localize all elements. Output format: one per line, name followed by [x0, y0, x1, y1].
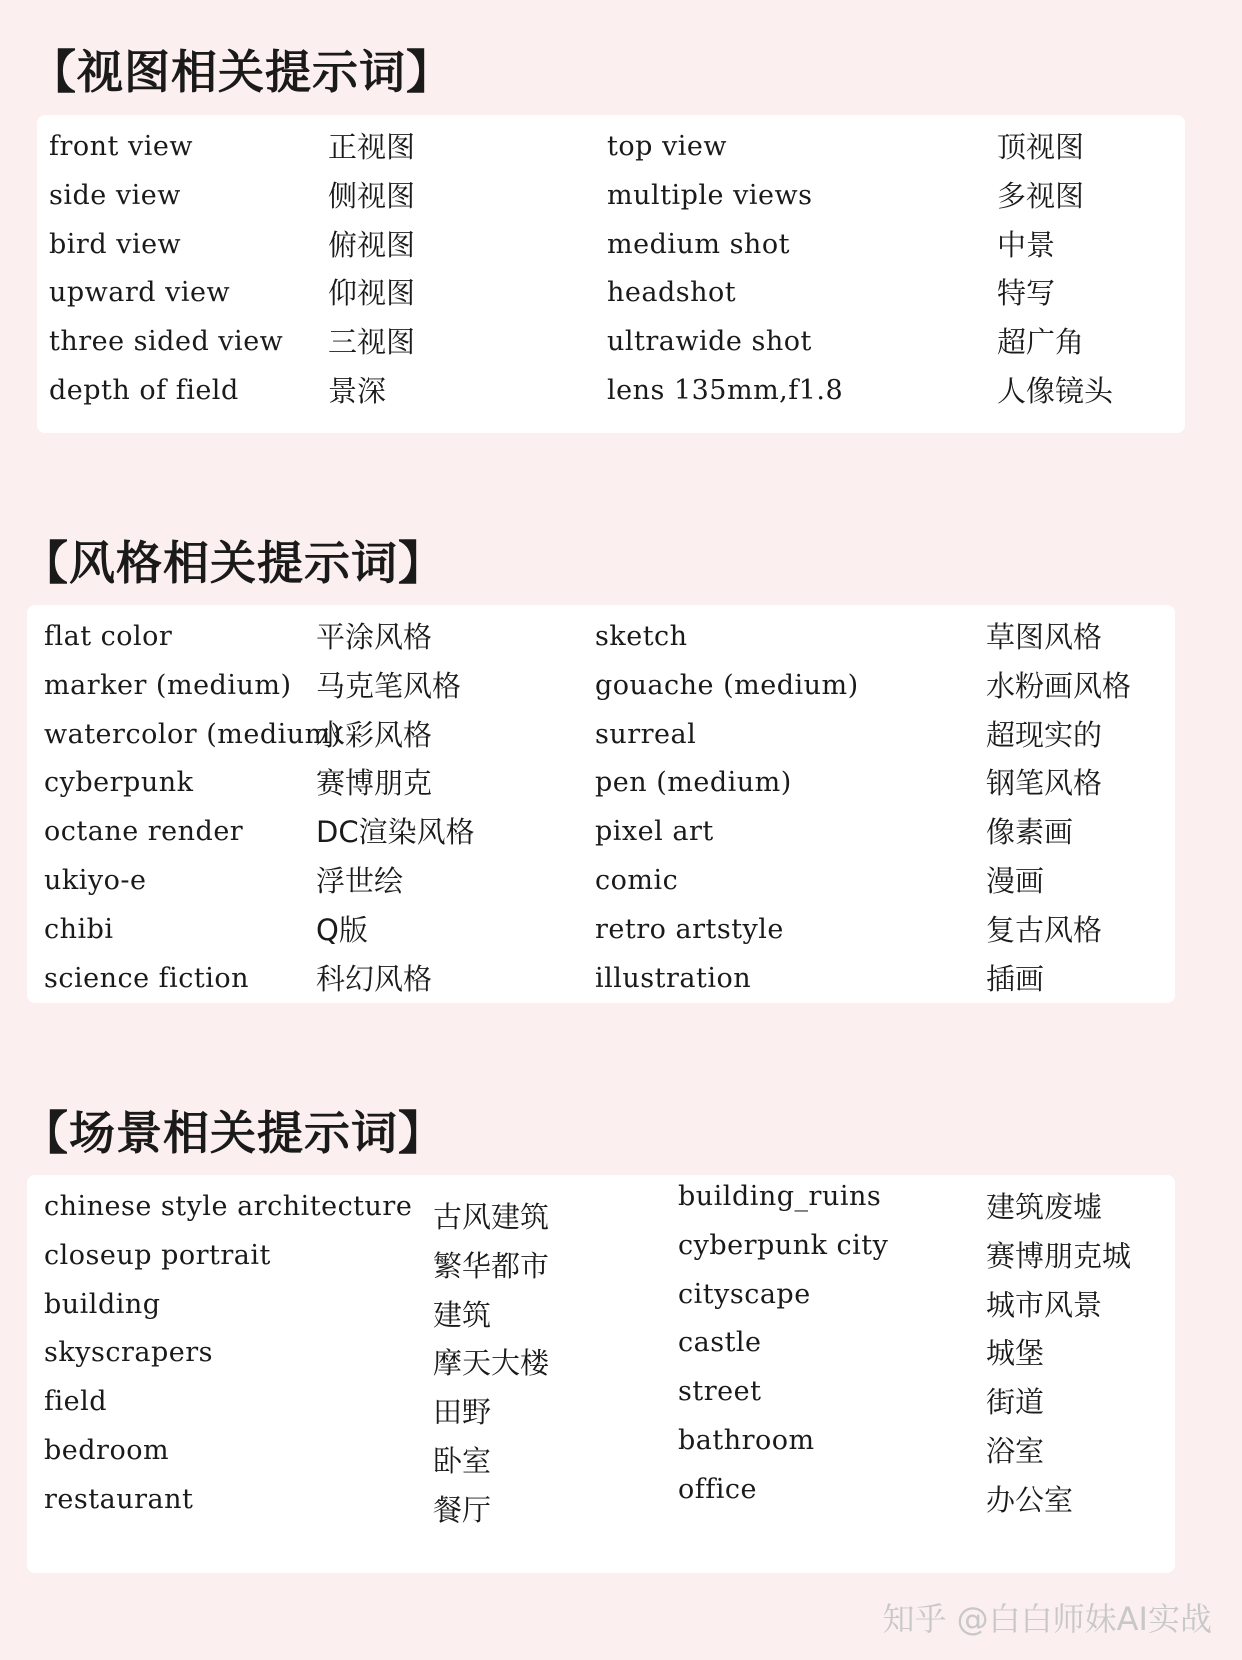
chinese-term-s3-r2-c2: 繁华都市	[433, 1248, 550, 1283]
english-term-s3-r4-c3: castle	[678, 1327, 762, 1359]
english-term-s2-r4-c3: pen (medium)	[595, 767, 792, 799]
chinese-term-s1-r4-c2: 仰视图	[328, 276, 416, 311]
chinese-term-s3-r7-c4: 办公室	[986, 1482, 1074, 1517]
section-title-style: 【风格相关提示词】	[22, 536, 445, 590]
chinese-term-s2-r1-c4: 草图风格	[986, 620, 1103, 654]
chinese-term-s3-r3-c4: 城市风景	[986, 1287, 1103, 1322]
english-term-s2-r5-c1: octane render	[44, 816, 244, 848]
section-title-view: 【视图相关提示词】	[30, 45, 453, 99]
english-term-s3-r3-c1: building	[44, 1288, 161, 1320]
english-term-s1-r6-c1: depth of field	[49, 375, 239, 406]
chinese-term-s2-r7-c2: Q版	[316, 912, 368, 947]
english-term-s3-r6-c1: bedroom	[44, 1435, 170, 1466]
chinese-term-s3-r6-c4: 浴室	[986, 1434, 1045, 1468]
english-term-s1-r1-c1: front view	[49, 131, 193, 162]
chinese-term-s1-r1-c2: 正视图	[328, 130, 416, 164]
english-term-s1-r3-c1: bird view	[49, 228, 182, 260]
chinese-term-s1-r5-c2: 三视图	[328, 325, 416, 360]
chinese-term-s2-r2-c2: 马克笔风格	[316, 668, 462, 703]
chinese-term-s2-r6-c4: 漫画	[986, 864, 1045, 898]
chinese-term-s2-r4-c2: 赛博朋克	[316, 766, 433, 801]
english-term-s2-r3-c3: surreal	[595, 718, 697, 750]
english-term-s1-r5-c3: ultrawide shot	[607, 326, 812, 358]
chinese-term-s3-r6-c2: 卧室	[433, 1444, 492, 1478]
english-term-s1-r5-c1: three sided view	[49, 326, 284, 358]
watermark: 知乎 @白白师妹AI实战	[882, 1600, 1212, 1638]
english-term-s2-r8-c1: science fiction	[44, 962, 250, 994]
english-term-s3-r4-c1: skyscrapers	[44, 1337, 213, 1369]
english-term-s1-r6-c3: lens 135mm,f1.8	[607, 375, 844, 406]
english-term-s2-r1-c3: sketch	[595, 621, 688, 652]
english-term-s2-r2-c3: gouache (medium)	[595, 669, 859, 701]
english-term-s3-r3-c3: cityscape	[678, 1278, 811, 1310]
chinese-term-s3-r7-c2: 餐厅	[433, 1492, 492, 1527]
english-term-s1-r2-c3: multiple views	[607, 179, 813, 211]
chinese-term-s2-r5-c4: 像素画	[986, 815, 1074, 850]
chinese-term-s2-r3-c4: 超现实的	[986, 717, 1103, 752]
english-term-s2-r3-c1: watercolor (medium)	[44, 718, 342, 750]
chinese-term-s3-r5-c4: 街道	[986, 1385, 1045, 1420]
english-term-s2-r6-c3: comic	[595, 865, 679, 896]
english-term-s3-r1-c3: building_ruins	[678, 1181, 882, 1212]
chinese-term-s2-r8-c2: 科幻风格	[316, 961, 433, 996]
chinese-term-s2-r3-c2: 水彩风格	[316, 717, 433, 752]
english-term-s3-r6-c3: bathroom	[678, 1425, 815, 1456]
english-term-s2-r7-c3: retro artstyle	[595, 913, 784, 945]
chinese-term-s2-r2-c4: 水粉画风格	[986, 668, 1132, 703]
english-term-s1-r2-c1: side view	[49, 179, 181, 211]
english-term-s3-r2-c1: closeup portrait	[44, 1239, 271, 1271]
chinese-term-s3-r1-c4: 建筑废墟	[986, 1190, 1103, 1224]
english-term-s3-r2-c3: cyberpunk city	[678, 1229, 889, 1261]
chinese-term-s3-r2-c4: 赛博朋克城	[986, 1238, 1132, 1273]
chinese-term-s1-r6-c4: 人像镜头	[997, 374, 1114, 408]
english-term-s3-r7-c3: office	[678, 1473, 757, 1505]
chinese-term-s2-r4-c4: 钢笔风格	[986, 766, 1103, 801]
english-term-s2-r1-c1: flat color	[44, 621, 173, 652]
chinese-term-s1-r6-c2: 景深	[328, 374, 387, 408]
chinese-term-s2-r5-c2: DC渲染风格	[316, 815, 475, 850]
chinese-term-s3-r4-c4: 城堡	[986, 1336, 1045, 1371]
english-term-s1-r3-c3: medium shot	[607, 228, 790, 260]
chinese-term-s3-r1-c2: 古风建筑	[433, 1200, 550, 1234]
chinese-term-s3-r3-c2: 建筑	[433, 1297, 492, 1332]
chinese-term-s1-r4-c4: 特写	[997, 276, 1056, 311]
english-term-s1-r4-c3: headshot	[607, 277, 737, 309]
chinese-term-s3-r4-c2: 摩天大楼	[433, 1346, 550, 1381]
english-term-s2-r8-c3: illustration	[595, 962, 752, 994]
chinese-term-s3-r5-c2: 田野	[433, 1395, 492, 1430]
english-term-s3-r5-c1: field	[44, 1386, 108, 1418]
english-term-s1-r4-c1: upward view	[49, 277, 231, 309]
english-term-s3-r1-c1: chinese style architecture	[44, 1191, 413, 1222]
chinese-term-s1-r1-c4: 顶视图	[997, 130, 1085, 164]
chinese-term-s1-r5-c4: 超广角	[997, 325, 1085, 360]
english-term-s1-r1-c3: top view	[607, 131, 727, 162]
english-term-s3-r7-c1: restaurant	[44, 1483, 194, 1515]
chinese-term-s1-r2-c2: 侧视图	[328, 178, 416, 213]
chinese-term-s1-r2-c4: 多视图	[997, 178, 1085, 213]
english-term-s2-r6-c1: ukiyo-e	[44, 865, 147, 896]
english-term-s2-r4-c1: cyberpunk	[44, 767, 194, 799]
chinese-term-s2-r1-c2: 平涂风格	[316, 620, 433, 654]
english-term-s2-r7-c1: chibi	[44, 913, 114, 945]
chinese-term-s1-r3-c2: 俯视图	[328, 227, 416, 262]
english-term-s2-r5-c3: pixel art	[595, 816, 714, 848]
chinese-term-s2-r7-c4: 复古风格	[986, 912, 1103, 947]
chinese-term-s2-r8-c4: 插画	[986, 961, 1045, 996]
english-term-s3-r5-c3: street	[678, 1376, 762, 1408]
chinese-term-s1-r3-c4: 中景	[997, 227, 1056, 262]
english-term-s2-r2-c1: marker (medium)	[44, 669, 292, 701]
section-title-scene: 【场景相关提示词】	[22, 1106, 445, 1160]
chinese-term-s2-r6-c2: 浮世绘	[316, 864, 404, 898]
